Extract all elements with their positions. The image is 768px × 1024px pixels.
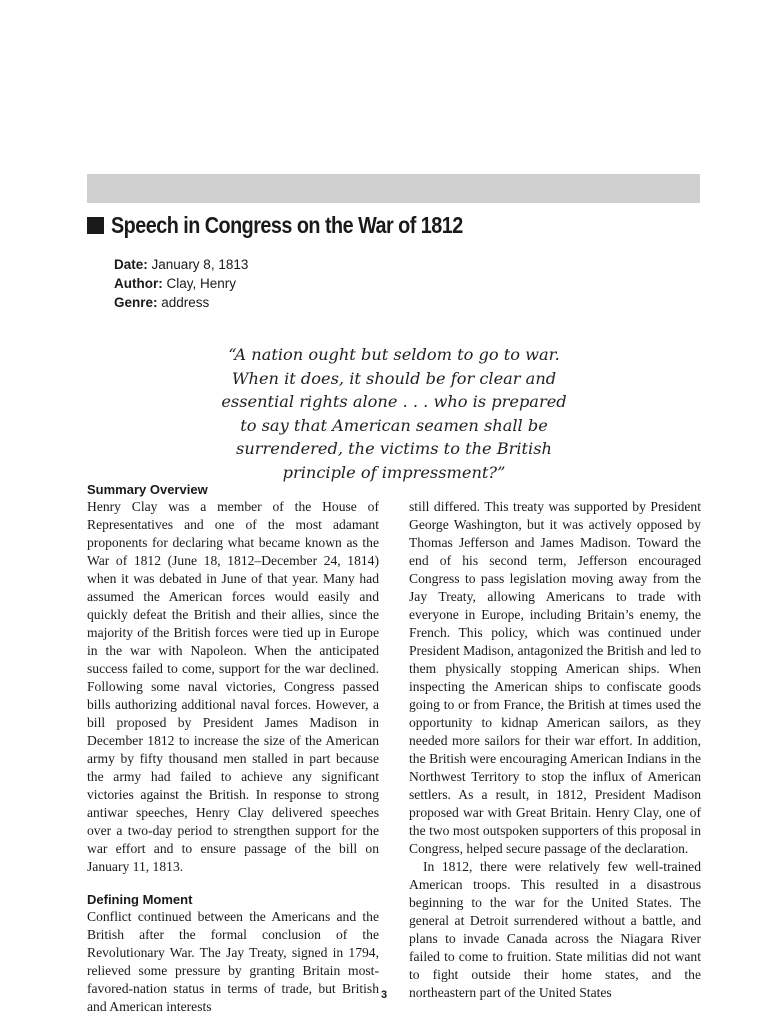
genre-line — [114, 293, 248, 312]
page-title: Speech in Congress on the War of 1812 — [111, 212, 463, 238]
summary-paragraph: Henry Clay was a member of the House of Representatives and one of the most adamant proponents for declaring what became known as the War of 1812 (June 18, 1812–December 24, 1814) when it was debated in June of that year. Many had assumed the American forces would easily and quickly defeat the British and their allies, since the majority of the British forces were tied up in Europe in the war with Napoleon. When the anticipated success failed to come, support for the war declined. Following some naval victories, Congress passed bills authorizing additional naval forces. However, a bill proposed by President James Madison in December 1812 to increase the size of the American army by fifty thousand men stalled in part because the army had failed to achieve any significant victories against the British. In response to strong antiwar speeches, Henry Clay delivered speeches over a two-day period to strengthen support for the war effort and to ensure passage of the bill on January 11, 1813. — [87, 499, 379, 874]
date-label: Date: — [114, 257, 148, 272]
header-bar — [87, 174, 700, 203]
author-label: Author: — [114, 276, 163, 291]
defining-moment-heading: Defining Moment — [87, 892, 193, 907]
defining-paragraph-1-continued: still differed. This treaty was supported by President George Washington, but it was actively opposed by Thomas Jefferson and James Madison. Toward the end of his second term, Jefferson encouraged Congress to pass legislation moving away from the Jay Treaty, allowing Americans to trade with everyone in Europe, including Britain’s enemy, the French. This policy, which was continued under President Madison, antagonized the British and led to them physically stopping American ships. When inspecting the American ships to confiscate goods going to or from France, the British at times used the opportunity to kidnap American sailors, as they needed more sailors for their war effort. In addition, the British were encouraging American Indians in the Northwest Territory to stop the influx of American settlers. As a result, in 1812, President Madison proposed war with Great Britain. Henry Clay, one of the two most outspoken supporters of this proposal in Congress, helped secure passage of the declaration. — [409, 499, 701, 856]
defining-paragraph-1: Conflict continued between the Americans and the British after the formal conclusion of the Revolutionary War. The Jay Treaty, signed in 1794, relieved some pressure by granting Britain most-favored-nation status in terms of trade, but British and American interests — [87, 909, 379, 1014]
square-bullet-icon — [87, 217, 104, 234]
genre-label: Genre: — [114, 295, 158, 310]
pull-quote: “A nation ought but seldom to go to war. When it does, it should be for clear and essential rights alone . . . who is prepared to say that American seamen shall be surrendered, the victims to the British principle of impressment?” — [221, 345, 567, 482]
author-value: Clay, Henry — [166, 276, 237, 291]
date-value: January 8, 1813 — [151, 257, 249, 272]
page-number: 3 — [380, 989, 388, 1001]
genre-value: address — [161, 295, 210, 310]
metadata-block — [114, 255, 248, 312]
date-line — [114, 255, 248, 274]
title-row — [87, 212, 520, 239]
defining-paragraph-2: In 1812, there were relatively few well-trained American troops. This resulted in a disastrous beginning to the war for the United States. The general at Detroit surrendered without a battle, and plans to invade Canada across the Niagara River failed to come to fruition. State militias did not want to fight outside their home states, and the northeastern part of the United States — [409, 859, 701, 1000]
summary-heading: Summary Overview — [87, 482, 208, 497]
right-column — [409, 498, 701, 1002]
left-column — [87, 482, 379, 1016]
author-line — [114, 274, 248, 293]
